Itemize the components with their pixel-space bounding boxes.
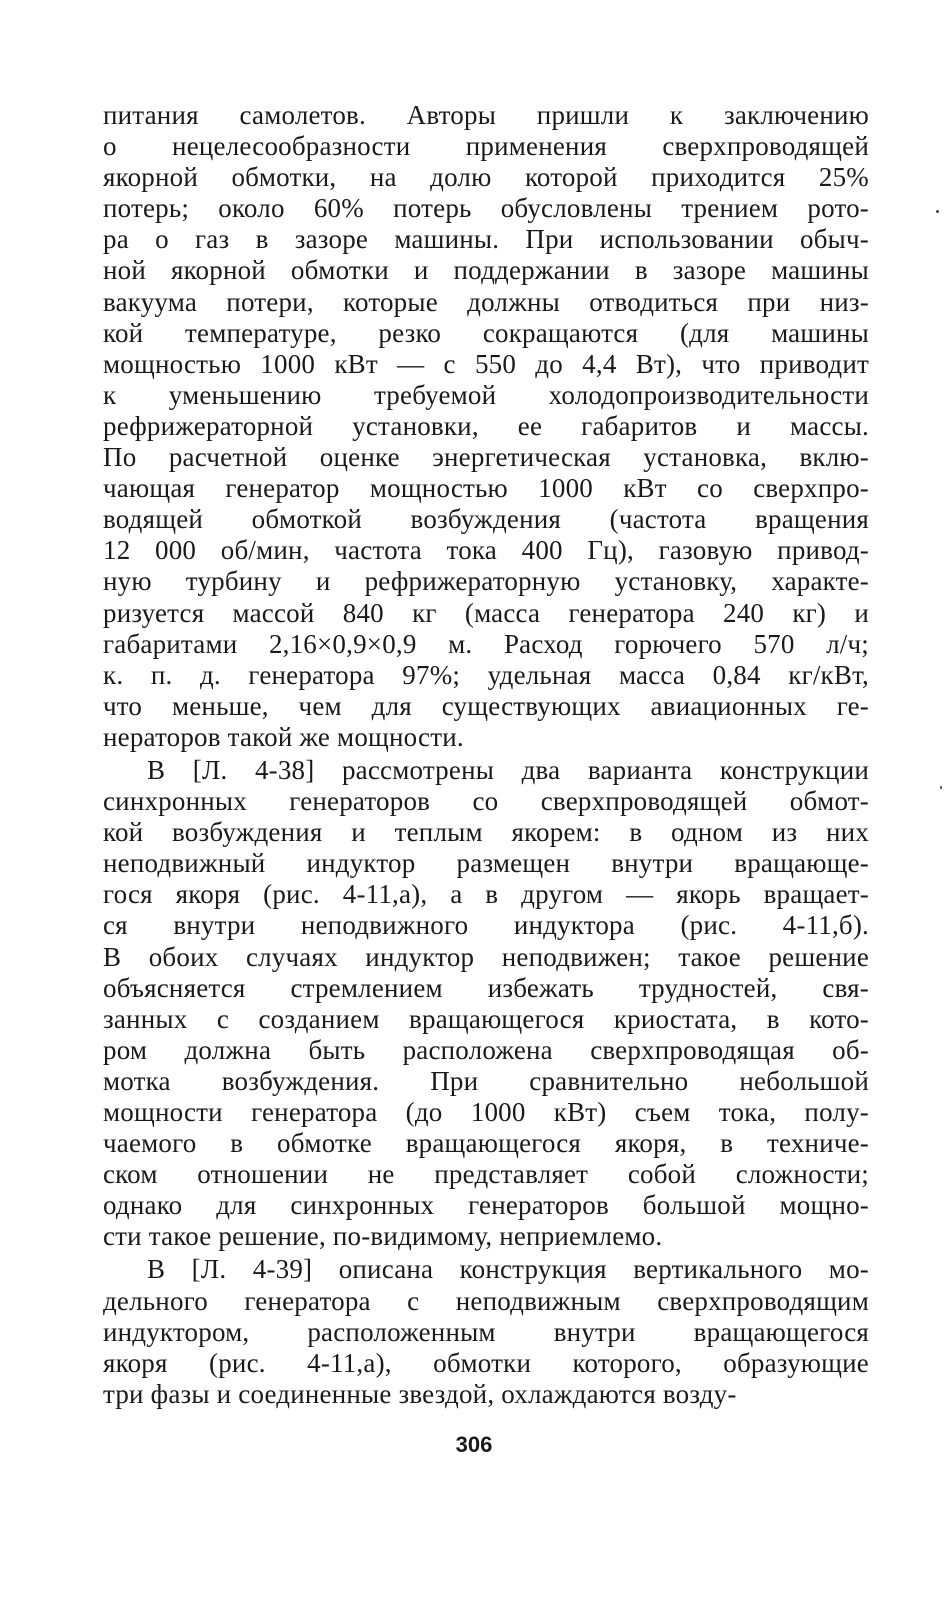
text-line: неподвижный индуктор размещен внутри вращающе- — [103, 848, 869, 879]
text-line: к. п. д. генератора 97%; удельная масса 0,84 кг/кВт, — [103, 659, 869, 690]
text-line: дельного генератора с неподвижным сверхпроводящим — [103, 1285, 869, 1316]
paragraph — [103, 755, 869, 1253]
text-line: сти такое решение, по-видимому, неприемлемо. — [103, 1221, 663, 1252]
text-line: мощностью 1000 кВт — с 550 до 4,4 Вт), что приводит — [103, 348, 869, 379]
page-number: 306 — [455, 1432, 493, 1457]
text-line: потерь; около 60% потерь обусловлены трением рото- — [103, 193, 869, 224]
text-line: рефрижераторной установки, ее габаритов и массы. — [103, 410, 869, 441]
text-line: ра о газ в зазоре машины. При использовании обыч- — [103, 224, 869, 255]
text-line: питания самолетов. Авторы пришли к заключению — [103, 100, 869, 130]
text-line: ризуется массой 840 кг (масса генератора 240 кг) и — [103, 597, 869, 628]
text-line: гося якоря (рис. 4-11,а), а в другом — якорь вращает- — [103, 879, 869, 910]
text-line: чающая генератор мощностью 1000 кВт со сверхпро- — [103, 473, 869, 504]
text-line: нераторов такой же мощности. — [103, 721, 464, 752]
text-line: 12 000 об/мин, частота тока 400 Гц), газовую привод- — [103, 535, 869, 566]
text-line: якоря (рис. 4-11,а), обмотки которого, образующие — [103, 1347, 869, 1378]
text-line: синхронных генераторов со сверхпроводящей обмот- — [103, 786, 869, 817]
scan-speck — [940, 786, 942, 789]
text-line: мощности генератора (до 1000 кВт) съем тока, полу- — [103, 1097, 869, 1127]
text-line: однако для синхронных генераторов большой мощно- — [103, 1190, 869, 1221]
scan-speck — [936, 210, 939, 213]
text-line: ную турбину и рефрижераторную установку, характе- — [103, 566, 869, 597]
page-body — [103, 100, 869, 1580]
text-line: что меньше, чем для существующих авиационных ге- — [103, 690, 869, 721]
text-line: якорной обмотки, на долю которой приходится 25% — [103, 162, 869, 193]
text-line: В обоих случаях индуктор неподвижен; такое решение — [103, 941, 869, 972]
text-line: В [Л. 4-38] рассмотрены два варианта конструкции — [147, 754, 869, 785]
text-line: По расчетной оценке энергетическая установка, вклю- — [103, 442, 869, 473]
text-line: мотка возбуждения. При сравнительно небольшой — [103, 1065, 869, 1096]
text-line: кой температуре, резко сокращаются (для машины — [103, 317, 869, 348]
text-line: габаритами 2,16×0,9×0,9 м. Расход горючего 570 л/ч; — [103, 628, 869, 659]
paragraph — [103, 1254, 869, 1409]
paragraph — [103, 100, 869, 753]
text-line: ром должна быть расположена сверхпроводящая об- — [103, 1034, 869, 1065]
text-line: объясняется стремлением избежать трудностей, свя- — [103, 972, 869, 1003]
text-line: вакуума потери, которые должны отводиться при низ- — [103, 286, 869, 317]
text-line: индуктором, расположенным внутри вращающегося — [103, 1316, 869, 1347]
text-line: ной якорной обмотки и поддержании в зазоре машины — [103, 255, 869, 286]
text-line: В [Л. 4-39] описана конструкция вертикального мо- — [147, 1254, 869, 1285]
text-line: чаемого в обмотке вращающегося якоря, в техниче- — [103, 1128, 869, 1159]
text-line: ском отношении не представляет собой сложности; — [103, 1159, 869, 1190]
text-line: к уменьшению требуемой холодопроизводительности — [103, 379, 869, 410]
text-line: кой возбуждения и теплым якорем: в одном из них — [103, 817, 869, 848]
text-line: три фазы и соединенные звездой, охлаждаются возду- — [103, 1378, 737, 1409]
text-line: занных с созданием вращающегося криостата, в кото- — [103, 1003, 869, 1034]
text-line: о нецелесообразности применения сверхпроводящей — [103, 131, 869, 162]
text-line: водящей обмоткой возбуждения (частота вращения — [103, 504, 869, 535]
text-line: ся внутри неподвижного индуктора (рис. 4-11,б). — [103, 910, 869, 941]
